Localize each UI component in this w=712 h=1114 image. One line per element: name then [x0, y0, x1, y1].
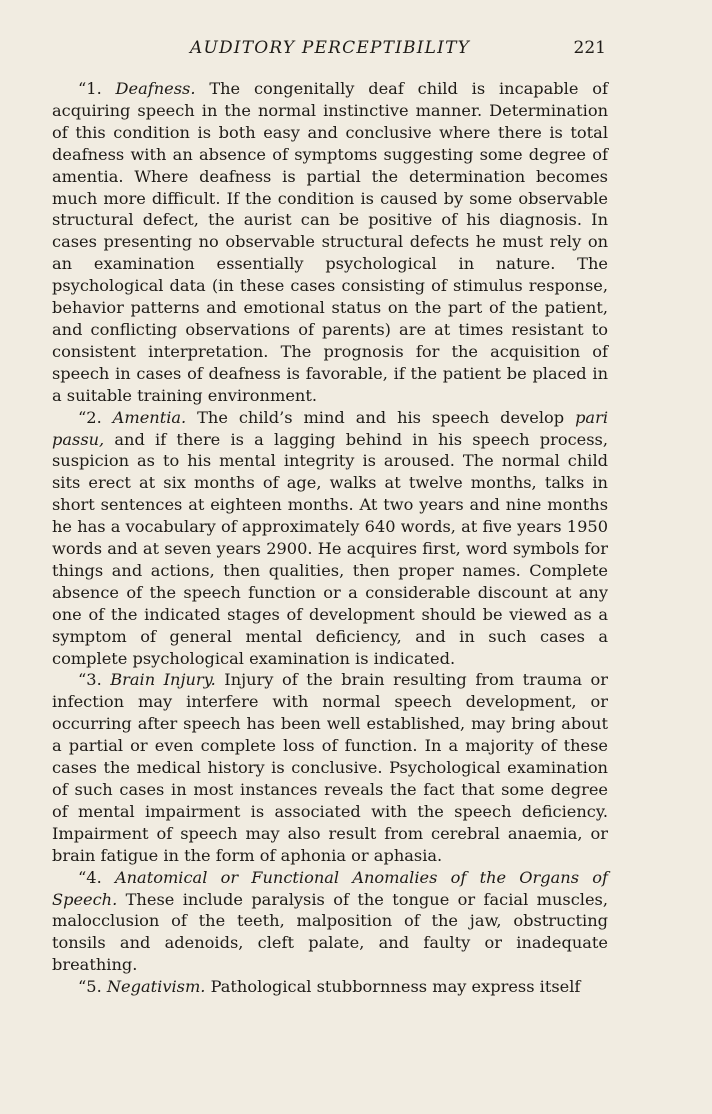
paragraph-text: These include paralysis of the tongue or facial muscles, malocclusion of the teeth, malposition of the jaw, obstructing tonsils and adenoids, cleft palate, and faulty or inadequate breathing. — [52, 889, 608, 975]
body-text — [52, 78, 608, 998]
paragraph-negativism — [52, 976, 608, 998]
paragraph-heading: Brain Injury. — [110, 670, 216, 690]
paragraph-number: “1. — [78, 79, 116, 98]
paragraph-number: “4. — [78, 867, 115, 887]
paragraph-deafness — [52, 78, 608, 407]
paragraph-heading: Negativism. — [106, 977, 206, 997]
paragraph-number: “5. — [78, 977, 107, 997]
running-head — [52, 38, 608, 62]
paragraph-text: and if there is a lagging behind in his speech process, suspicion as to his mental integrity is aroused. The normal child sits erect at six months of age, walks at twelve months, talks in short sentences at eighteen months. At two years and nine months he has a vocabulary of approximately 640 words, at five years 1950 words and at seven years 2900. He acquires first, word symbols for things and actions, then qualities, then proper names. Complete absence of the speech function or a considerable discount at any one of the indicated stages of development should be viewed as a symptom of general mental deficiency, and in such cases a complete psychological examination is indicated. — [52, 429, 608, 668]
paragraph-text: The congenitally deaf child is incapable of acquiring speech in the normal instinctive manner. Determination of this condition is both easy and conclusive where there is total deafness with an absence of symptoms suggesting some degree of amentia. Where deafness is partial the determination becomes much more difficult. If the condition is caused by some observable structural defect, the aurist can be positive of his diagnosis. In cases presenting no observable structural defects he must rely on an examination essentially psychological in nature. The psychological data (in these cases consisting of stimulus response, behavior patterns and emotional status on the part of the patient, and conflicting observations of parents) are at times resistant to consistent interpretation. The prognosis for the acquisition of speech in cases of deafness is favorable, if the patient be placed in a suitable training environment. — [52, 79, 608, 405]
paragraph-number: “2. — [78, 407, 113, 427]
paragraph-amentia — [52, 407, 608, 670]
paragraph-anomalies — [52, 867, 608, 977]
paragraph-text: The child’s mind and his speech develop — [186, 407, 576, 427]
paragraph-heading: Anatomical or Functional Anomalies of the Organs of Speech. — [52, 867, 608, 909]
paragraph-heading: Amentia. — [112, 407, 187, 427]
paragraph-text: Pathological stubbornness may express itself — [205, 977, 581, 997]
paragraph-brain-injury — [52, 669, 608, 866]
latin-phrase: pari passu, — [52, 407, 608, 449]
paragraph-number: “3. — [78, 670, 111, 690]
paragraph-text: Injury of the brain resulting from trauma or infection may interfere with normal speech development, or occurring after speech has been well established, may bring about a partial or even complete loss of function. In a majority of these cases the medical history is conclusive. Psychological examination of such cases in most instances reveals the fact that some degree of mental impairment is associated with the speech deficiency. Impairment of speech may also result from cerebral anaemia, or brain fatigue in the form of aphonia or aphasia. — [52, 670, 608, 865]
running-title: AUDITORY PERCEPTIBILITY — [189, 38, 471, 58]
page-number: 221 — [573, 38, 606, 58]
paragraph-heading: Deafness. — [115, 79, 196, 98]
